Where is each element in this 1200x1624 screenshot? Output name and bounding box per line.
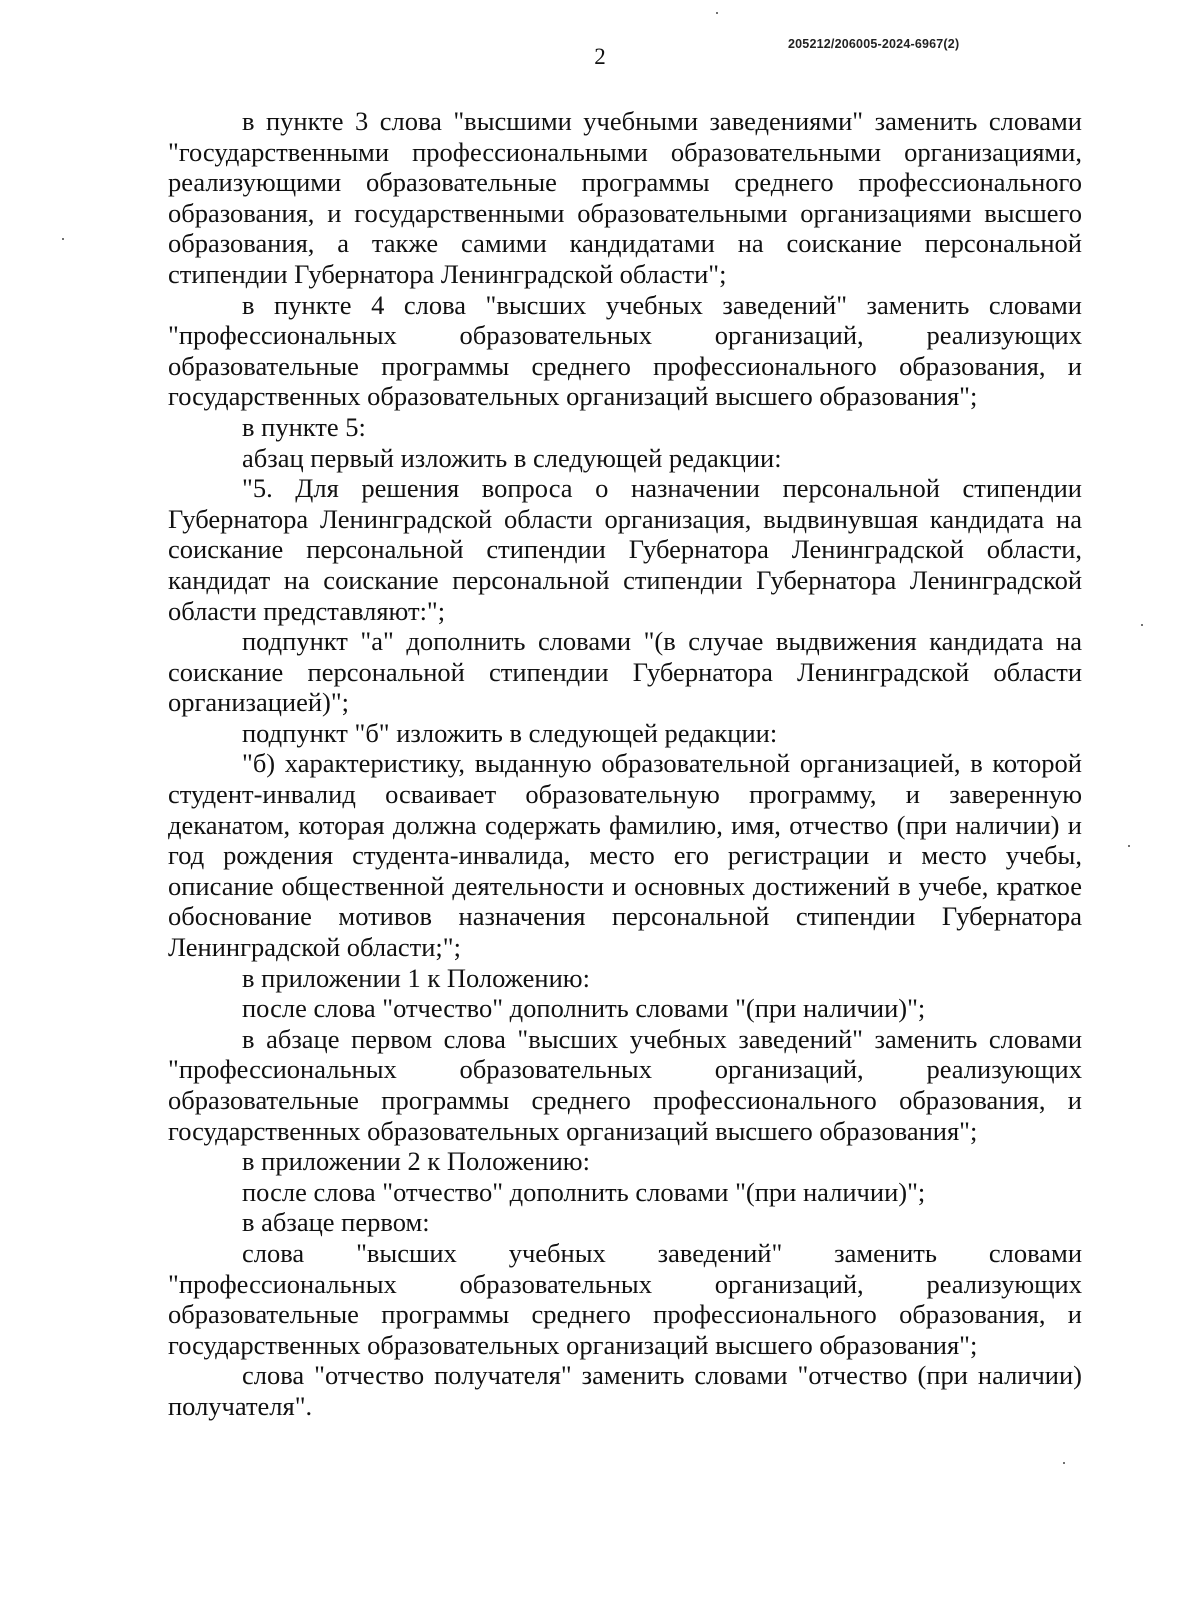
paragraph-item-5-heading: в пункте 5: [242,411,366,442]
document-id: 205212/206005-2024-6967(2) [788,37,960,51]
page-number: 2 [594,44,606,69]
document-body [168,106,1082,1422]
scan-speck [1063,1462,1065,1464]
scan-speck [716,12,718,14]
paragraph-appendix-2-patronymic: после слова "отчество" дополнить словами "(при наличии)"; [242,1176,926,1207]
paragraph-subitem-a: подпункт "а" дополнить словами "(в случае выдвижения кандидата на соискание персональной стипендии Губернатора Ленинградской области организацией)"; [168,626,1082,718]
paragraph-item-5-new-text: "5. Для решения вопроса о назначении персональной стипендии Губернатора Ленинградской области организация, выдвинувшая кандидата на соискание персональной стипендии Губернатора Ленинградской области, кандидат на соискание персональной стипендии Губернатора Ленинградской области представляют:"; [168,473,1082,626]
paragraph-appendix-2-first-abzac-heading: в абзаце первом: [242,1207,430,1238]
paragraph-first-abzac-instruction: абзац первый изложить в следующей редакции: [242,442,782,473]
paragraph-subitem-b-heading: подпункт "б" изложить в следующей редакции: [242,717,778,748]
paragraph-recipient-patronymic: слова "отчество получателя" заменить словами "отчество (при наличии) получателя". [168,1360,1082,1421]
scan-speck [62,238,64,240]
paragraph-subitem-b-new-text: "б) характеристику, выданную образовательной организацией, в которой студент-инвалид осваивает образовательную программу, и заверенную деканатом, которая должна содержать фамилию, имя, отчество (при наличии) и год рождения студента-инвалида, место его регистрации и место учебы, описание общественной деятельности и основных достижений в учебе, краткое обоснование мотивов назначения персональной стипендии Губернатора Ленинградской области;"; [168,748,1082,963]
scan-speck [1128,845,1130,847]
paragraph-appendix-1-heading: в приложении 1 к Положению: [242,962,590,993]
paragraph-item-4-replacement: в пункте 4 слова "высших учебных заведений" заменить словами "профессиональных образовательных организаций, реализующих образовательные программы среднего профессионального образования, и государственных образовательных организаций высшего образования"; [168,289,1082,412]
paragraph-appendix-2-heading: в приложении 2 к Положению: [242,1146,590,1177]
paragraph-appendix-2-words-replacement: слова "высших учебных заведений" заменить словами "профессиональных образовательных организаций, реализующих образовательные программы среднего профессионального образования, и государственных образовательных организаций высшего образования"; [168,1237,1082,1360]
scan-speck [1141,624,1143,626]
paragraph-appendix-1-patronymic: после слова "отчество" дополнить словами "(при наличии)"; [242,993,926,1024]
paragraph-appendix-1-first-abzac: в абзаце первом слова "высших учебных заведений" заменить словами "профессиональных образовательных организаций, реализующих образовательные программы среднего профессионального образования, и государственных образовательных организаций высшего образования"; [168,1023,1082,1146]
paragraph-item-3-replacement: в пункте 3 слова "высшими учебными заведениями" заменить словами "государственными профессиональными образовательными организациями, реализующими образовательные программы среднего профессионального образования, и государственными образовательными организациями высшего образования, а также самими кандидатами на соискание персональной стипендии Губернатора Ленинградской области"; [168,106,1082,289]
